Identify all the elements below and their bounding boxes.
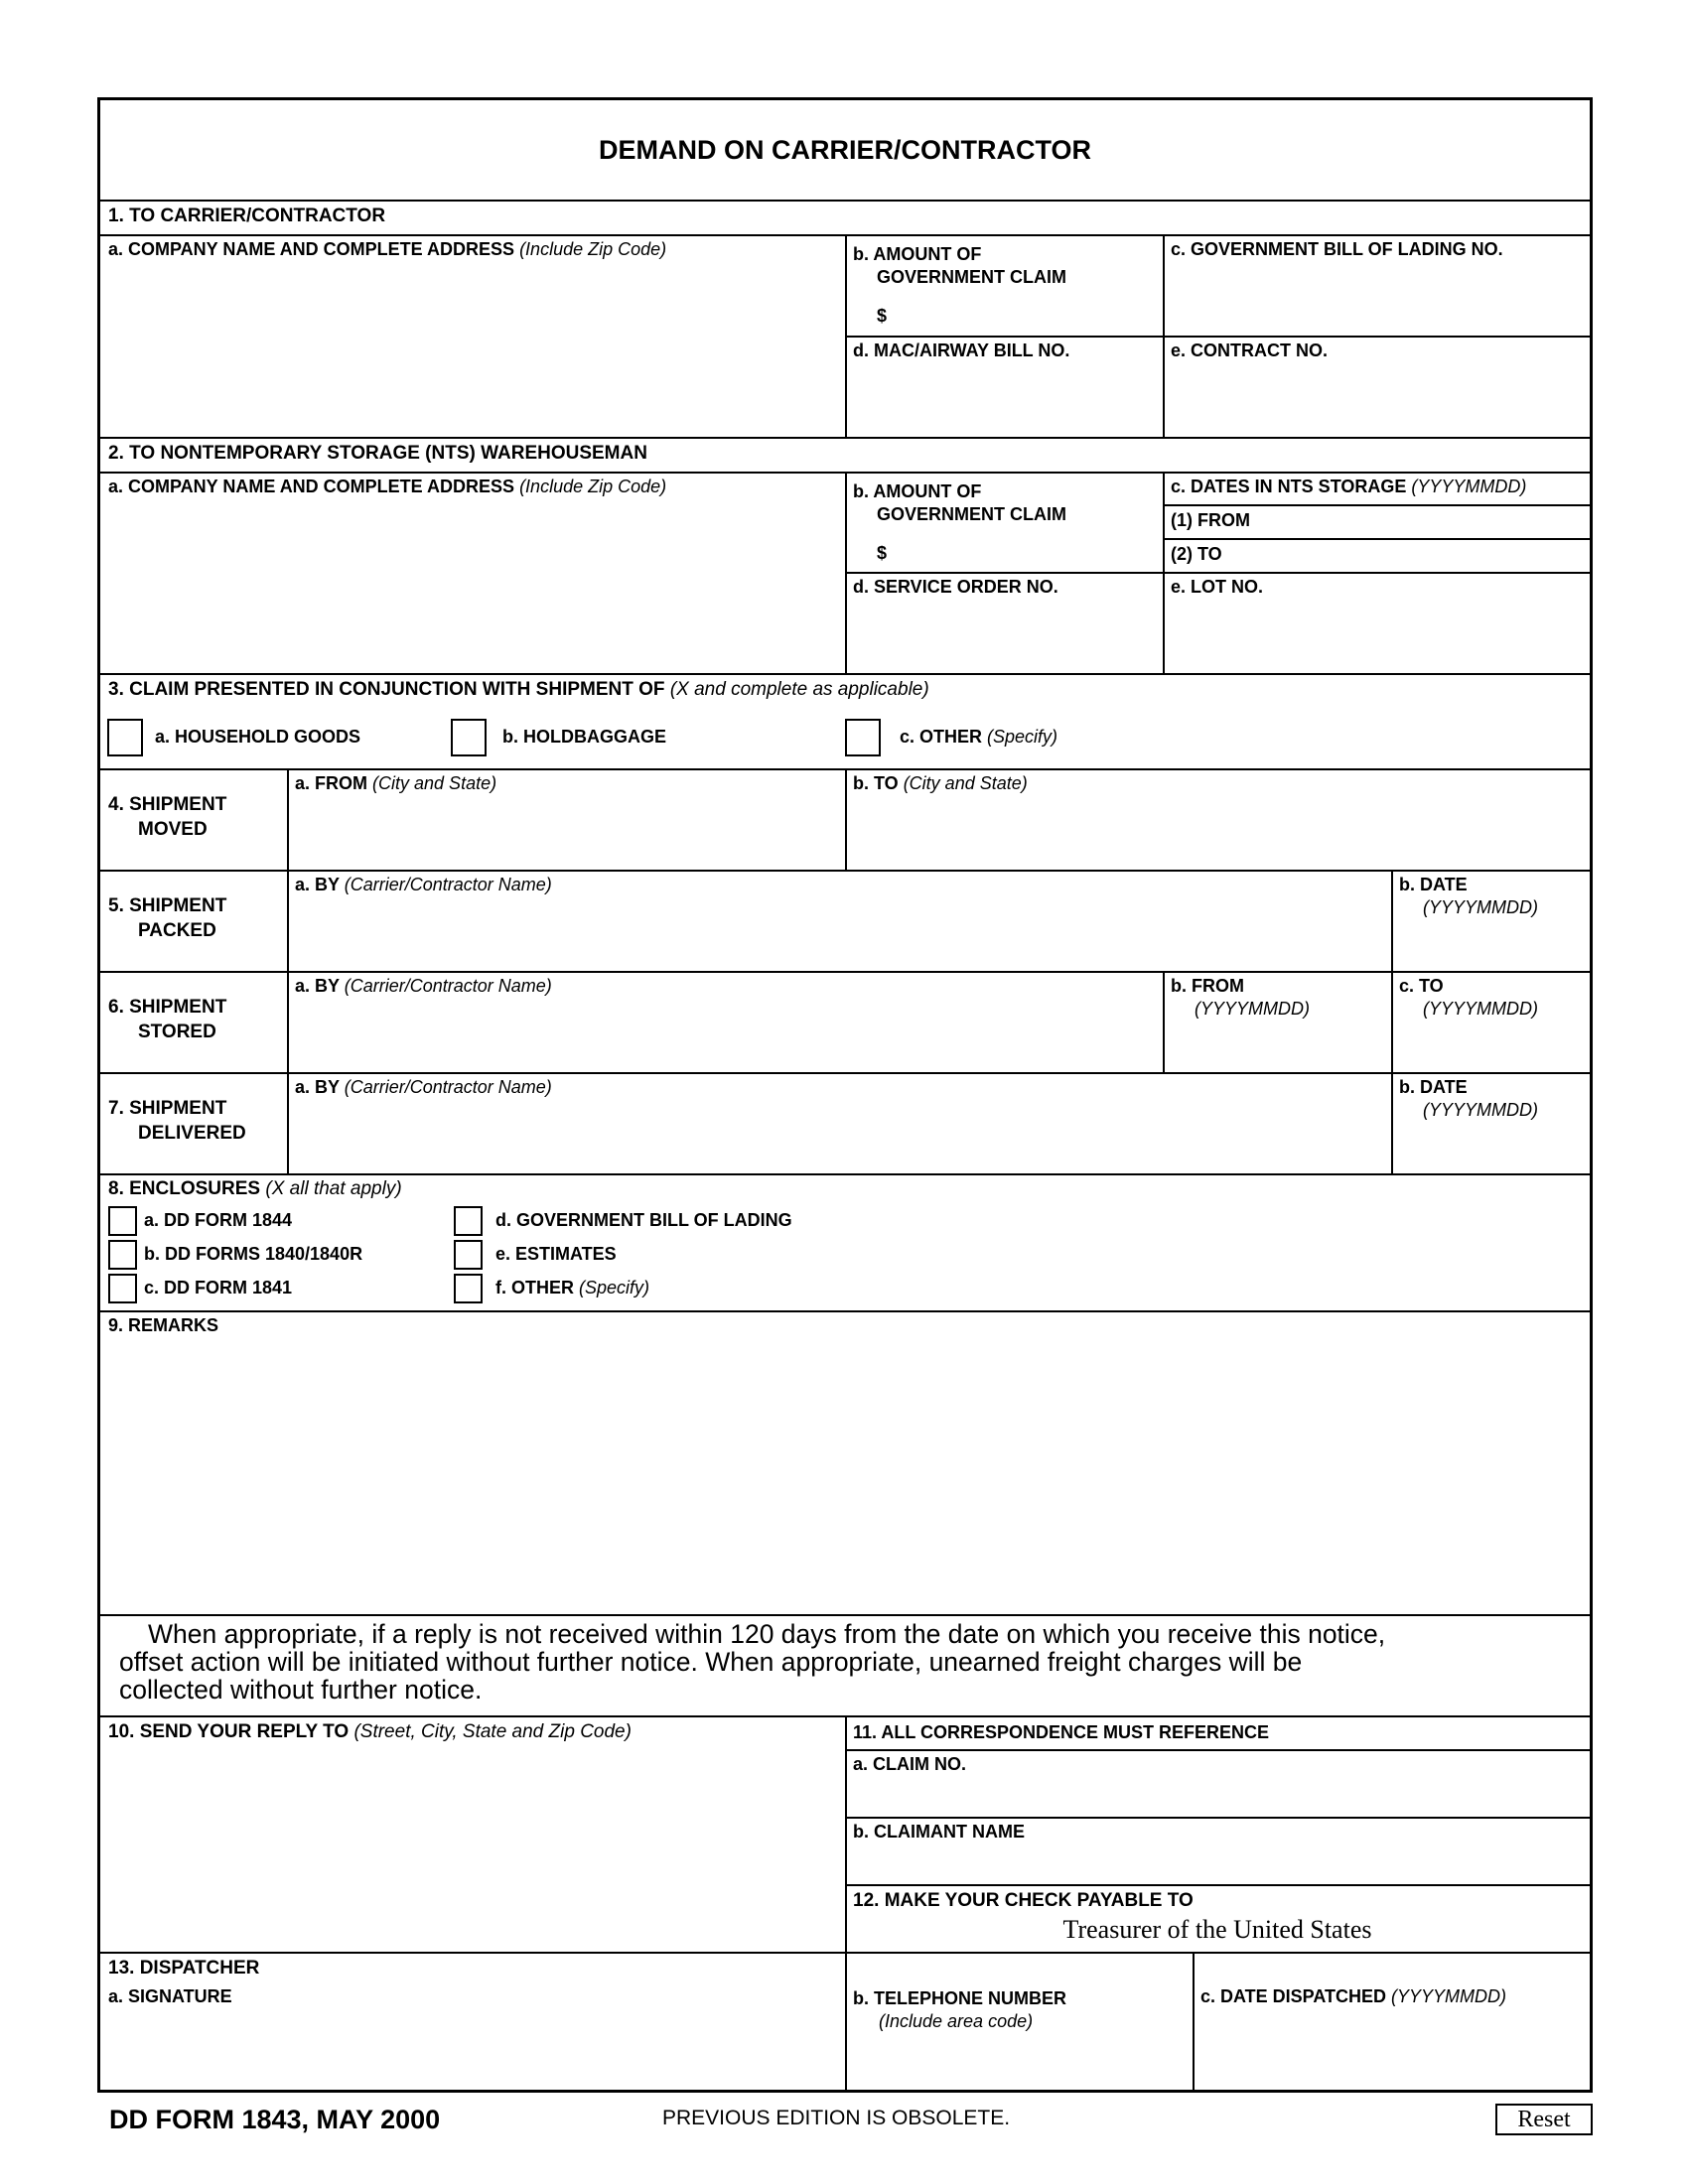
rule (845, 234, 847, 437)
rule (100, 673, 1590, 675)
sec2-c2-label: (2) TO (1171, 544, 1222, 564)
rule (100, 1310, 1590, 1312)
rule (845, 472, 847, 673)
rule (1163, 504, 1590, 506)
other-enclosure-label: f. OTHER (Specify) (495, 1278, 650, 1297)
sec1-gbl-number-field[interactable] (1171, 274, 1580, 324)
sec1-e-label: e. CONTRACT NO. (1171, 341, 1329, 360)
delivered-by-field[interactable] (295, 1107, 1383, 1164)
rule (287, 768, 289, 1173)
rule (100, 200, 1590, 202)
sec2-company-address-field[interactable] (110, 502, 835, 666)
other-shipment-label: c. OTHER (Specify) (900, 727, 1058, 747)
household-goods-label: a. HOUSEHOLD GOODS (155, 727, 361, 747)
sec2-storage-from-field[interactable] (1262, 508, 1580, 534)
delivered-date-field[interactable] (1399, 1132, 1582, 1165)
sec7-b-note: (YYYYMMDD) (1423, 1100, 1538, 1120)
sec6-b-label: b. FROM (1171, 976, 1244, 996)
holdbaggage-checkbox[interactable] (451, 719, 487, 756)
rule (1163, 234, 1165, 437)
rule (845, 1952, 847, 2090)
stored-from-date-field[interactable] (1171, 1030, 1383, 1064)
sec2-c1-label: (1) FROM (1171, 510, 1250, 530)
claim-number-field[interactable] (853, 1780, 1580, 1812)
form-frame (97, 97, 1593, 2093)
estimates-label: e. ESTIMATES (495, 1244, 617, 1264)
rule (100, 1614, 1590, 1616)
notice-line-1: When appropriate, if a reply is not received within 120 days from the date on which you receive this notice, (148, 1619, 1386, 1649)
stored-by-field[interactable] (295, 1006, 1155, 1063)
dd-forms-1840-checkbox[interactable] (108, 1240, 137, 1270)
other-shipment-specify-field[interactable] (1093, 723, 1580, 751)
sec1-b-label-line1: b. AMOUNT OF (853, 244, 982, 264)
notice-line-3: collected without further notice. (119, 1675, 483, 1705)
telephone-field[interactable] (853, 2038, 1185, 2084)
notice-line-2: offset action will be initiated without further notice. When appropriate, unearned freight charges will be (119, 1647, 1303, 1677)
form-identifier: DD FORM 1843, MAY 2000 (109, 2105, 441, 2134)
sec5-b-label: b. DATE (1399, 875, 1468, 894)
sec1-b-label-line2: GOVERNMENT CLAIM (877, 267, 1066, 287)
sec7-a-label: a. BY (Carrier/Contractor Name) (295, 1077, 552, 1097)
dd-form-1844-checkbox[interactable] (108, 1206, 137, 1236)
sec5-label-line1: 5. SHIPMENT (108, 895, 227, 916)
sec2-b-label-line1: b. AMOUNT OF (853, 481, 982, 501)
sec6-a-label: a. BY (Carrier/Contractor Name) (295, 976, 552, 996)
rule (100, 1173, 1590, 1175)
obsolete-notice: PREVIOUS EDITION IS OBSOLETE. (662, 2107, 1011, 2129)
sec1-company-address-field[interactable] (110, 265, 835, 430)
sec2-service-order-field[interactable] (853, 609, 1155, 664)
sec2-e-label: e. LOT NO. (1171, 577, 1264, 597)
rule (100, 870, 1590, 872)
date-dispatched-field[interactable] (1200, 2016, 1582, 2084)
sec6-c-note: (YYYYMMDD) (1423, 999, 1538, 1019)
moved-from-field[interactable] (295, 803, 837, 861)
sec1-heading: 1. TO CARRIER/CONTRACTOR (108, 205, 386, 226)
sec13-b-label: b. TELEPHONE NUMBER (853, 1988, 1067, 2008)
dd-form-1841-checkbox[interactable] (108, 1274, 137, 1303)
sec1-a-label: a. COMPANY NAME AND COMPLETE ADDRESS (Include Zip Code) (108, 239, 667, 259)
holdbaggage-label: b. HOLDBAGGAGE (502, 727, 666, 747)
packed-by-field[interactable] (295, 904, 1383, 962)
sec9-heading: 9. REMARKS (108, 1315, 219, 1335)
form-title: DEMAND ON CARRIER/CONTRACTOR (599, 135, 1091, 165)
packed-date-field[interactable] (1399, 929, 1582, 963)
claimant-name-field[interactable] (853, 1847, 1580, 1879)
rule (1391, 1072, 1393, 1173)
sec4-b-label: b. TO (City and State) (853, 773, 1028, 793)
household-goods-checkbox[interactable] (107, 719, 143, 756)
sec12-heading: 12. MAKE YOUR CHECK PAYABLE TO (853, 1890, 1194, 1911)
sec6-label-line2: STORED (138, 1022, 216, 1042)
sec13-heading: 13. DISPATCHER (108, 1958, 260, 1979)
rule (1163, 472, 1165, 673)
sec8-heading: 8. ENCLOSURES (X all that apply) (108, 1178, 402, 1199)
sec4-label-line1: 4. SHIPMENT (108, 794, 227, 815)
sec2-d-label: d. SERVICE ORDER NO. (853, 577, 1058, 597)
dd-forms-1840-label: b. DD FORMS 1840/1840R (144, 1244, 363, 1264)
reply-address-field[interactable] (110, 1750, 835, 1945)
sec11-heading: 11. ALL CORRESPONDENCE MUST REFERENCE (853, 1722, 1270, 1742)
remarks-field[interactable] (110, 1341, 1580, 1607)
moved-to-field[interactable] (853, 803, 1580, 861)
dd-form-1844-label: a. DD FORM 1844 (144, 1210, 293, 1230)
sec5-label-line2: PACKED (138, 920, 216, 941)
sec4-label-line2: MOVED (138, 819, 208, 840)
rule (1163, 971, 1165, 1072)
sec7-label-line2: DELIVERED (138, 1123, 246, 1144)
sec1-airway-bill-field[interactable] (853, 373, 1155, 428)
sec4-a-label: a. FROM (City and State) (295, 773, 497, 793)
payee-name: Treasurer of the United States (1062, 1915, 1372, 1944)
rule (1391, 971, 1393, 1072)
reset-button[interactable]: Reset (1495, 2104, 1593, 2135)
sec11-a-label: a. CLAIM NO. (853, 1754, 967, 1774)
rule (845, 572, 1590, 574)
rule (845, 1817, 1590, 1819)
estimates-checkbox[interactable] (454, 1240, 483, 1270)
rule (1193, 1952, 1195, 2090)
sec1-d-label: d. MAC/AIRWAY BILL NO. (853, 341, 1070, 360)
sec6-c-label: c. TO (1399, 976, 1444, 996)
rule (100, 971, 1590, 973)
sec1-c-label: c. GOVERNMENT BILL OF LADING NO. (1171, 239, 1503, 259)
other-enclosure-specify-field[interactable] (666, 1274, 1580, 1303)
sec1-claim-amount-field[interactable] (895, 304, 1153, 328)
sec5-b-note: (YYYYMMDD) (1423, 897, 1538, 917)
gbl-enclosure-checkbox[interactable] (454, 1206, 483, 1236)
stored-to-date-field[interactable] (1399, 1030, 1582, 1064)
rule (1163, 538, 1590, 540)
dd-form-1841-label: c. DD FORM 1841 (144, 1278, 293, 1297)
sec3-heading: 3. CLAIM PRESENTED IN CONJUNCTION WITH SHIPMENT OF (X and complete as applicable) (108, 679, 929, 700)
rule (845, 1749, 1590, 1751)
sec10-heading: 10. SEND YOUR REPLY TO (Street, City, State and Zip Code) (108, 1721, 632, 1742)
sec2-storage-to-field[interactable] (1242, 542, 1580, 568)
sec6-label-line1: 6. SHIPMENT (108, 997, 227, 1018)
gbl-enclosure-label: d. GOVERNMENT BILL OF LADING (495, 1210, 792, 1230)
sec1-dollar-sign: $ (877, 306, 888, 326)
sec11-b-label: b. CLAIMANT NAME (853, 1822, 1025, 1842)
sec13-a-label: a. SIGNATURE (108, 1986, 232, 2006)
sec6-b-note: (YYYYMMDD) (1195, 999, 1310, 1019)
rule (1391, 870, 1393, 971)
sec2-dollar-sign: $ (877, 543, 888, 563)
other-shipment-checkbox[interactable] (845, 719, 881, 756)
sec2-c-label: c. DATES IN NTS STORAGE (YYYYMMDD) (1171, 477, 1527, 496)
other-enclosure-checkbox[interactable] (454, 1274, 483, 1303)
sec13-b-note: (Include area code) (879, 2011, 1034, 2031)
rule (845, 1884, 1590, 1886)
sec2-b-label-line2: GOVERNMENT CLAIM (877, 504, 1066, 524)
rule (845, 336, 1590, 338)
sec7-label-line1: 7. SHIPMENT (108, 1098, 227, 1119)
sec5-a-label: a. BY (Carrier/Contractor Name) (295, 875, 552, 894)
sec2-a-label: a. COMPANY NAME AND COMPLETE ADDRESS (Include Zip Code) (108, 477, 667, 496)
rule (100, 1072, 1590, 1074)
sec7-b-label: b. DATE (1399, 1077, 1468, 1097)
rule (100, 437, 1590, 439)
sec13-c-label: c. DATE DISPATCHED (YYYYMMDD) (1200, 1986, 1507, 2006)
sec1-contract-number-field[interactable] (1171, 373, 1580, 428)
sec2-lot-number-field[interactable] (1171, 609, 1580, 664)
rule (845, 768, 847, 870)
sec2-heading: 2. TO NONTEMPORARY STORAGE (NTS) WAREHOUSEMAN (108, 443, 647, 464)
sec2-claim-amount-field[interactable] (895, 541, 1153, 565)
signature-field[interactable] (110, 2014, 835, 2084)
